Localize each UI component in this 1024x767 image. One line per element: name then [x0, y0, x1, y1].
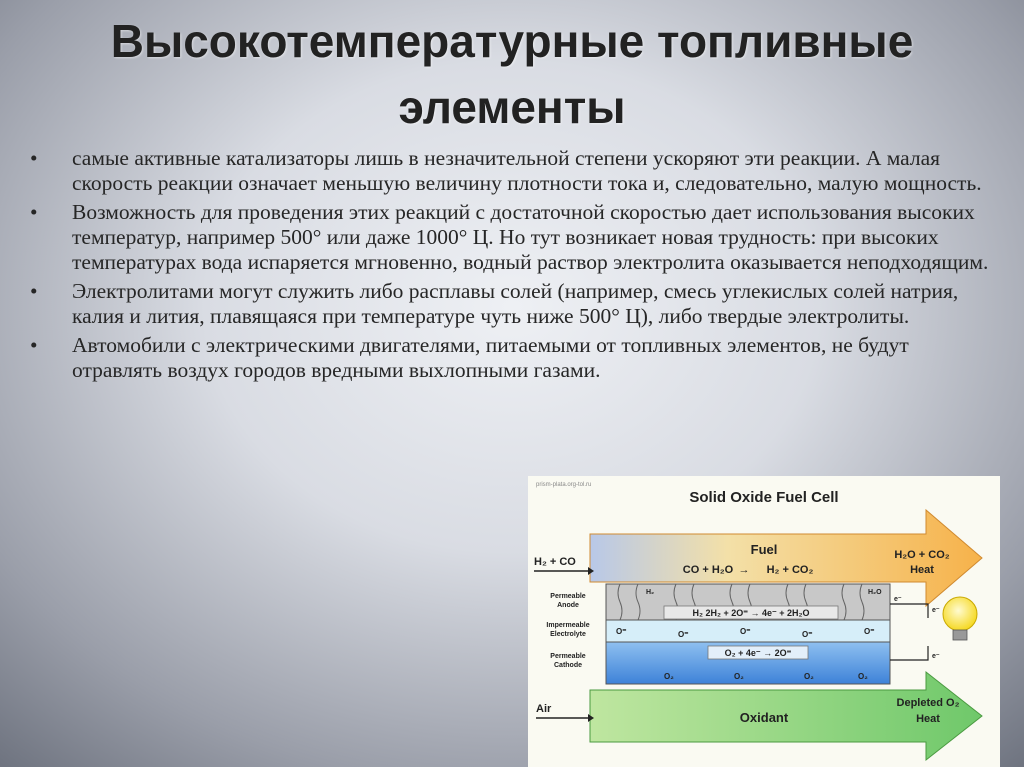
reaction-arrow-icon: → [738, 564, 750, 576]
oxidant-output-line2: Heat [916, 713, 940, 725]
o2-tag: O₂ [858, 672, 868, 681]
electron-tag: e⁻ [932, 653, 940, 660]
anode-label-line2: Anode [557, 602, 579, 609]
figure-watermark: prism-plata.org-tol.ru [536, 482, 592, 488]
bulb-base-icon [953, 630, 967, 640]
o2-tag: O₂ [664, 672, 674, 681]
figure-title: Solid Oxide Fuel Cell [689, 489, 839, 506]
electron-tag: e⁻ [932, 607, 940, 614]
h2-tag: H₂ [646, 589, 655, 596]
oxide-ion-tag: O⁼ [678, 630, 689, 639]
fuel-output-line1: H₂O + CO₂ [894, 549, 950, 561]
bullet-marker: • [30, 200, 38, 224]
bullet-item [30, 200, 990, 275]
cathode-label-line1: Permeable [550, 653, 586, 660]
bullet-text: Автомобили с электрическими двигателями, питаемыми от топливных элементов, не будут отравлять воздух городов вредными выхлопными газами. [72, 333, 909, 382]
oxide-ion-tag: O⁼ [616, 627, 627, 636]
bullet-list [30, 146, 990, 387]
bullet-text: Возможность для проведения этих реакций с достаточной скоростью дает использования высоких температур, например 500° или даже 1000° Ц. Но тут возникает новая трудность: при высоких температурах вода испаряется мгновенно, водный раствор электролита оказывается неподходящим. [72, 200, 989, 274]
oxide-ion-tag: O⁼ [802, 630, 813, 639]
bullet-text: Электролитами могут служить либо расплавы солей (например, смесь углекислых солей натрия, калия и лития, плавящаяся при температуре чуть ниже 500° Ц), либо твердые электролиты. [72, 279, 959, 328]
circuit-wire [890, 604, 928, 660]
fuel-cell-diagram [528, 476, 1000, 767]
oxide-ion-tag: O⁼ [864, 627, 875, 636]
bullet-marker: • [30, 333, 38, 357]
oxidant-output-line1: Depleted O₂ [896, 697, 960, 709]
electrolyte-label-line1: Impermeable [546, 622, 590, 629]
fuel-reaction-left: CO + H₂O [682, 564, 734, 576]
anode-label-line1: Permeable [550, 593, 586, 600]
cathode-reaction: O₂ + 4e⁻ → 2O⁼ [724, 648, 792, 658]
bullet-item [30, 146, 990, 196]
fuel-input-label: H₂ + CO [534, 556, 576, 568]
fuel-label: Fuel [750, 542, 778, 557]
bullet-marker: • [30, 146, 38, 170]
cathode-label-line2: Cathode [554, 662, 582, 669]
bullet-marker: • [30, 279, 38, 303]
anode-reaction: H₂ 2H₂ + 2O⁼ → 4e⁻ + 2H₂O [692, 608, 810, 618]
bullet-text: самые активные катализаторы лишь в незначительной степени ускоряют эти реакции. А малая скорость реакции означает меньшую величину плотности тока и, следовательно, малую мощность. [72, 146, 982, 195]
slide-title: Высокотемпературные топливные элементы [110, 15, 914, 133]
fuel-reaction-right: H₂ + CO₂ [766, 564, 814, 576]
o2-tag: O₂ [734, 672, 744, 681]
air-input-label: Air [536, 703, 552, 715]
h2o-tag: H₂O [868, 589, 882, 596]
oxide-ion-tag: O⁼ [740, 627, 751, 636]
electrolyte-label-line2: Electrolyte [550, 631, 586, 638]
electron-tag: e⁻ [894, 596, 902, 603]
bullet-item [30, 279, 990, 329]
oxidant-label: Oxidant [739, 710, 789, 725]
o2-tag: O₂ [804, 672, 814, 681]
fuel-output-line2: Heat [910, 564, 934, 576]
bullet-item [30, 333, 990, 383]
light-bulb-icon [943, 597, 977, 631]
